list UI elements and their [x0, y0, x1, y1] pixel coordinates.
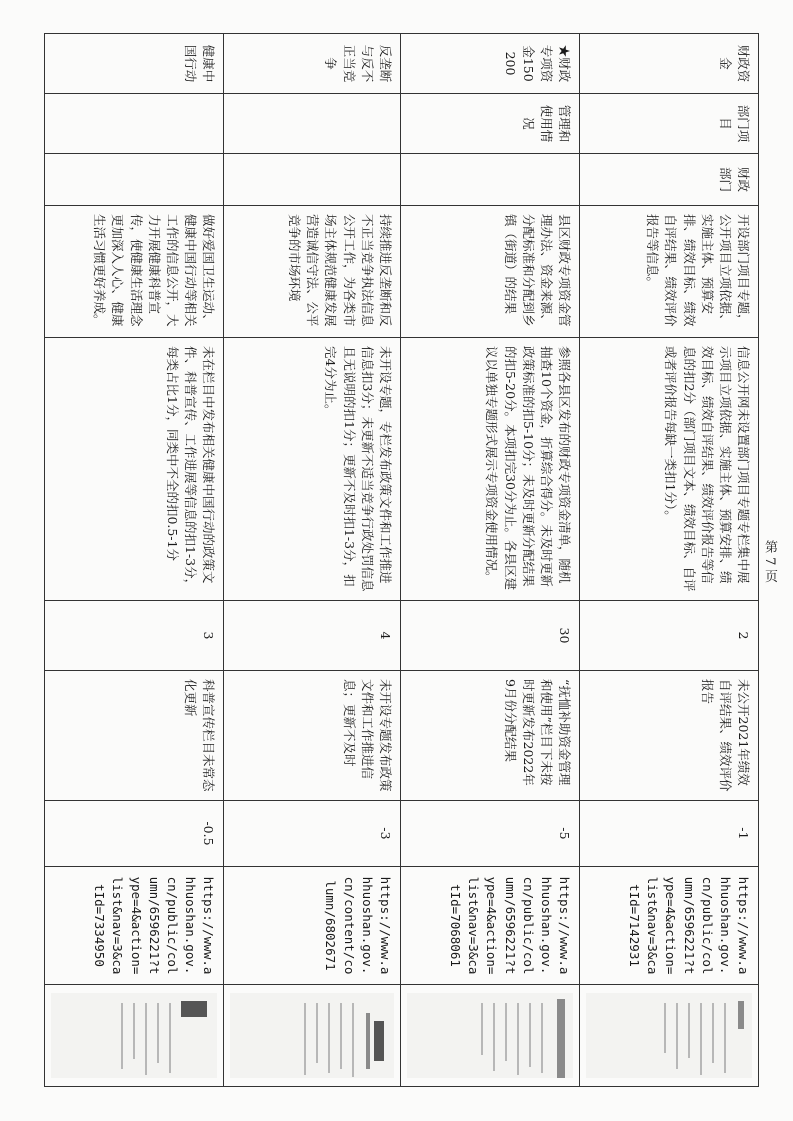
problem-cell: 未开设专题发布政策文件和工作推进信息；更新不及时: [224, 671, 401, 801]
fund-cell: 健康中国行动: [45, 34, 224, 94]
content-cell: 做好爱国卫生运动、健康中国行动等相关工作的信息公开，大力开展健康科普宣传，使健康生活理念更加深入人心、健康生活习惯更好养成。: [45, 206, 224, 338]
screenshot-thumbnail: [407, 993, 573, 1078]
unit-cell: [45, 154, 224, 206]
fund-cell: 财政资金: [579, 34, 758, 94]
unit-cell: [224, 154, 401, 206]
project-cell: [45, 94, 224, 154]
score-cell: 4: [224, 601, 401, 671]
deduction-cell: -1: [579, 801, 758, 867]
url-cell: https://www.ahhuoshan.gov.cn/public/column/6596221?type=4&action=list&nav=3&catId=7068061: [400, 867, 579, 985]
fund-cell: 反垄断与反不正当竞争: [224, 34, 401, 94]
score-cell: 3: [45, 601, 224, 671]
content-cell: 持续推进反垄断和反不正当竞争执法信息公开工作，为各类市场主体规范健康发展营造诚信守法、公平竞争的市场环境: [224, 206, 401, 338]
project-cell: [224, 94, 401, 154]
unit-cell: 财政部门: [579, 154, 758, 206]
deduction-cell: -0.5: [45, 801, 224, 867]
screenshot-thumbnail: [586, 993, 752, 1078]
standard-cell: 信息公开网未设置部门项目专题专栏集中展示项目立项依据、实施主体、预算安排、绩效目标、绩效自评结果、绩效评价报告等信息的扣2分（部门项目文本、绩效目标、自评或者评价报告每缺一类扣1分）。: [579, 338, 758, 601]
problem-cell: “抚恤补助资金管理和使用”栏目下未按时更新发布2022年9月份分配结果: [400, 671, 579, 801]
content-cell: 县区财政专项资金管理办法、资金来源、分配标准和分配到乡镇（街道）的结果: [400, 206, 579, 338]
deduction-cell: -5: [400, 801, 579, 867]
screenshot-cell: [400, 985, 579, 1087]
table-row: [400, 34, 579, 1087]
evaluation-table: [44, 33, 759, 1087]
content-cell: 开设部门项目专题，公开项目立项依据、实施主体、预算安排、绩效目标、绩效自评结果、绩效评价报告等信息。: [579, 206, 758, 338]
screenshot-thumbnail: [51, 993, 217, 1078]
unit-cell: [400, 154, 579, 206]
page-number: 第 7 页: [762, 540, 777, 583]
screenshot-cell: [224, 985, 401, 1087]
problem-cell: 科普宣传栏目未常态化更新: [45, 671, 224, 801]
table-row: [579, 34, 758, 1087]
deduction-cell: -3: [224, 801, 401, 867]
screenshot-cell: [45, 985, 224, 1087]
url-cell: https://www.ahhuoshan.gov.cn/public/column/6596221?type=4&action=list&nav=3&catId=7142931: [579, 867, 758, 985]
table-row: [224, 34, 401, 1087]
standard-cell: 未在栏目中发布相关健康中国行动的政策文件、科普宣传、工作进展等信息的扣1-3分，每类占比1分，同类中不全的扣0.5-1分: [45, 338, 224, 601]
problem-cell: 未公开2021年绩效自评结果、绩效评价报告: [579, 671, 758, 801]
project-cell: 部门项目: [579, 94, 758, 154]
screenshot-thumbnail: [230, 993, 394, 1078]
url-cell: https://www.ahhuoshan.gov.cn/public/column/6596221?type=4&action=list&nav=3&catId=7334950: [45, 867, 224, 985]
rotated-table-container: [44, 33, 759, 1086]
fund-cell: ★财政专项资金150200: [400, 34, 579, 94]
url-cell: https://www.ahhuoshan.gov.cn/content/column/6802671: [224, 867, 401, 985]
table-row: [45, 34, 224, 1087]
score-cell: 30: [400, 601, 579, 671]
screenshot-cell: [579, 985, 758, 1087]
project-cell: 管理和使用情况: [400, 94, 579, 154]
score-cell: 2: [579, 601, 758, 671]
standard-cell: 参照各县区发布的财政专项资金清单，随机抽查10个资金，折算综合得分。未及时更新政策标准的扣5-10分；未及时更新分配结果的扣5-20分。本项扣完30分为止。各县区建议以单独专题形式展示专项资金使用情况。: [400, 338, 579, 601]
standard-cell: 未开设专题，专栏发布政策文件和工作推进信息扣3分；未更新不适当竞争行政处罚信息且无说明的扣1分；更新不及时扣1-3分，扣完4分为止。: [224, 338, 401, 601]
